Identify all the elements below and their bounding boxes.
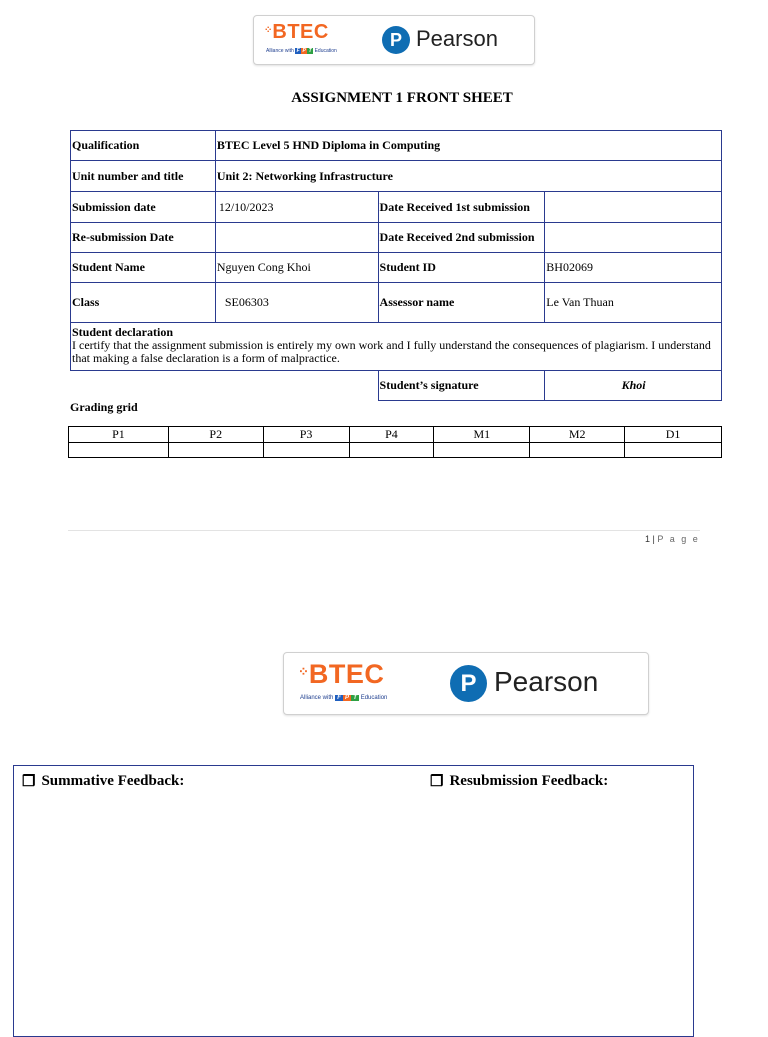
row-class [71,283,722,323]
assessor-label: Assessor name [378,283,545,323]
student-name-label: Student Name [71,253,216,283]
row-submission [71,192,722,223]
alliance-line-2 [300,695,387,701]
submission-date-value: 12/10/2023 [215,192,378,223]
fpt-letter-t: T [308,48,312,54]
date-received-2-label: Date Received 2nd submission [378,223,545,253]
btec-wordmark-2: BTEC [308,659,385,689]
grade-cell-m2 [530,443,625,458]
fpt-letter-f: F [296,48,300,54]
fpt-letter-p-2: P [345,695,350,701]
grading-grid-label: Grading grid [70,400,138,414]
btec-dots-icon-2: ⁘ [298,664,309,679]
grade-cell-m1 [434,443,530,458]
signature-label: Student’s signature [378,371,545,401]
front-sheet-table [70,130,722,401]
btec-logo [264,21,329,44]
assessor-value: Le Van Thuan [545,283,722,323]
unit-label: Unit number and title [71,161,216,192]
row-resubmission [71,223,722,253]
alliance-text-2: Alliance with [300,695,334,701]
unit-value: Unit 2: Networking Infrastructure [215,161,721,192]
grade-header-m2: M2 [530,427,625,443]
signature-value: Khoi [545,371,722,401]
qualification-value: BTEC Level 5 HND Diploma in Computing [215,131,721,161]
summative-feedback-label: Summative Feedback: [41,773,185,789]
grade-header-d1: D1 [625,427,722,443]
education-text-2: Education [360,695,388,701]
resubmission-date-label: Re-submission Date [71,223,216,253]
date-received-1-value [545,192,722,223]
page-title: ASSIGNMENT 1 FRONT SHEET [291,90,513,106]
feedback-box [13,765,694,1037]
education-text: Education [314,48,337,54]
pearson-mark-icon-2 [450,665,487,702]
pearson-mark-letter: P [389,29,402,50]
resubmission-checkbox-icon[interactable]: ❒ [430,774,444,790]
btec-wordmark: BTEC [272,21,329,43]
summative-checkbox-icon[interactable]: ❒ [22,774,36,790]
alliance-line [266,48,337,54]
fpt-letter-p: P [302,48,306,54]
grading-value-row [69,443,722,458]
declaration-label: Student declaration [72,325,174,339]
date-received-1-label: Date Received 1st submission [378,192,545,223]
signature-spacer [71,371,379,401]
row-qualification [71,131,722,161]
logo-banner-2 [283,652,649,715]
student-id-value: BH02069 [545,253,722,283]
grade-cell-d1 [625,443,722,458]
resubmission-date-value [215,223,378,253]
grade-cell-p1 [69,443,169,458]
page-number-value: 1 [645,534,651,544]
grade-header-p1: P1 [69,427,169,443]
grading-header-row [69,427,722,443]
grade-cell-p3 [263,443,349,458]
pearson-mark-letter-2: P [460,669,477,697]
class-value: SE06303 [215,283,378,323]
student-id-label: Student ID [378,253,545,283]
row-signature [71,371,722,401]
page-number [645,534,700,544]
submission-date-label: Submission date [71,192,216,223]
btec-logo-2 [298,659,384,690]
grade-cell-p4 [349,443,434,458]
declaration-text: I certify that the assignment submission is entirely my own work and I fully understand the consequences of plagiarism. I understand that making a false declaration is a form of malpractice. [72,338,711,365]
grade-header-p3: P3 [263,427,349,443]
grade-header-m1: M1 [434,427,530,443]
page-footer-rule [68,530,700,531]
page-label: P a g e [657,534,700,544]
resubmission-feedback-label: Resubmission Feedback: [449,773,609,789]
summative-feedback-heading [22,772,184,791]
grade-cell-p2 [168,443,263,458]
pearson-wordmark-2: Pearson [494,666,599,697]
page-separator: | [652,534,655,544]
qualification-label: Qualification [71,131,216,161]
row-unit [71,161,722,192]
resubmission-feedback-heading [430,772,608,791]
row-declaration [71,323,722,371]
class-label: Class [71,283,216,323]
row-student [71,253,722,283]
alliance-text: Alliance with [266,48,294,54]
date-received-2-value [545,223,722,253]
pearson-wordmark: Pearson [416,26,498,51]
declaration-cell [71,323,722,371]
logo-banner [253,15,535,65]
fpt-letter-t-2: T [351,695,359,701]
fpt-letter-f-2: F [335,695,343,701]
grade-header-p2: P2 [168,427,263,443]
btec-dots-icon: ⁘ [264,25,273,36]
grade-header-p4: P4 [349,427,434,443]
pearson-mark-icon [382,26,410,54]
student-name-value: Nguyen Cong Khoi [215,253,378,283]
grading-grid-table [68,426,722,458]
